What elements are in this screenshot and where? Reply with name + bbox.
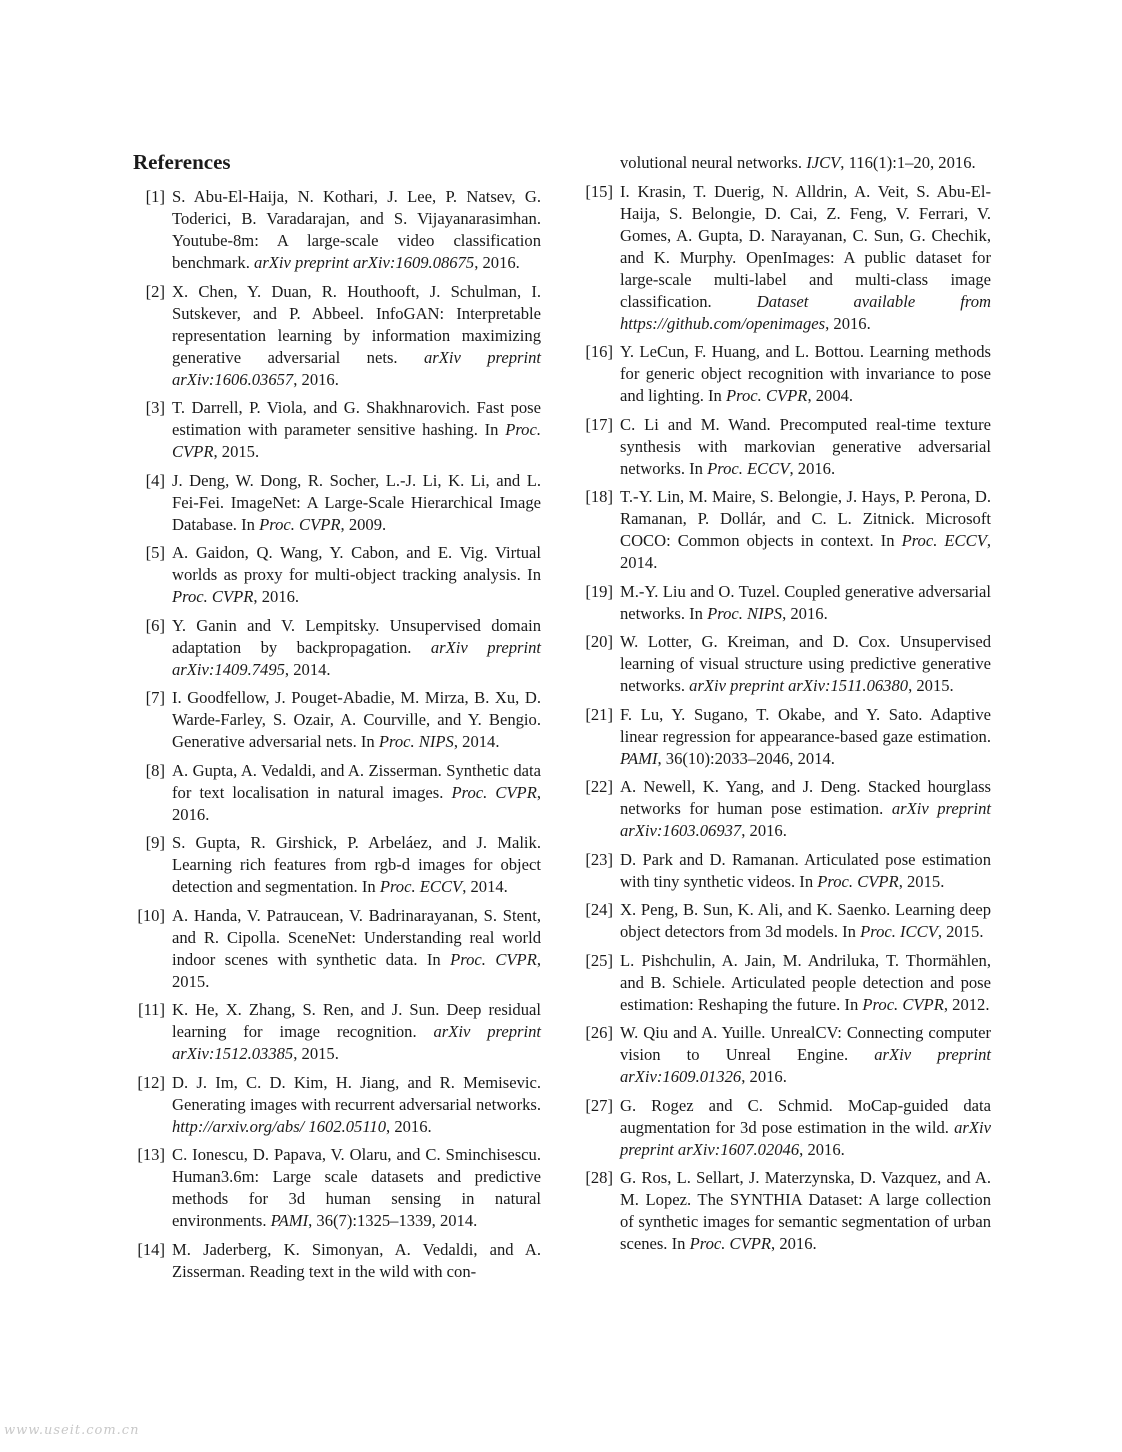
- reference-authors-title: A. Gupta, A. Vedaldi, and A. Zisserman. Synthetic data for text localisation in natural images.: [172, 760, 541, 802]
- watermark: www.useit.com.cn: [4, 1423, 140, 1438]
- reference-number: [1]: [145, 187, 165, 206]
- reference-venue: Proc. NIPS: [707, 603, 783, 623]
- reference-authors-title: M.-Y. Liu and O. Tuzel. Coupled generative adversarial networks. In: [620, 581, 991, 623]
- reference-venue: Proc. CVPR: [451, 782, 537, 802]
- reference-venue: Proc. CVPR: [689, 1234, 772, 1253]
- reference-continuation: [581, 152, 991, 174]
- reference-entry: [133, 999, 541, 1065]
- reference-text: [172, 281, 541, 391]
- reference-venue: arXiv preprint arXiv:1512.03385: [172, 1022, 541, 1063]
- reference-number: [17]: [585, 414, 613, 434]
- reference-venue: arXiv preprint arXiv:1511.06380: [689, 676, 909, 695]
- left-reference-list: [133, 186, 541, 1283]
- reference-venue: arXiv preprint arXiv:1409.7495: [172, 637, 541, 679]
- reference-venue: Proc. NIPS: [378, 732, 454, 751]
- reference-entry: [581, 631, 991, 697]
- reference-entry: [133, 470, 541, 536]
- reference-text: [620, 581, 991, 625]
- reference-venue: PAMI: [270, 1211, 309, 1230]
- reference-entry: [133, 687, 541, 753]
- continuation-text: volutional neural networks.: [620, 153, 803, 172]
- reference-entry: [581, 341, 991, 407]
- reference-entry: [581, 181, 991, 335]
- reference-authors-title: Y. Ganin and V. Lempitsky. Unsupervised domain adaptation by backpropagation.: [172, 615, 541, 657]
- reference-text: [172, 905, 541, 993]
- reference-tail: , 2016.: [789, 458, 836, 478]
- reference-authors-title: S. Abu-El-Haija, N. Kothari, J. Lee, P. Natsev, G. Toderici, B. Varadarajan, and S. Vijayanarasimhan. Youtube-8m: A large-scale video classification benchmark.: [172, 187, 541, 272]
- reference-authors-title: J. Deng, W. Dong, R. Socher, L.-J. Li, K. Li, and L. Fei-Fei. ImageNet: A Large-Scale Hierarchical Image Database. In: [172, 470, 541, 534]
- reference-authors-title: I. Goodfellow, J. Pouget-Abadie, M. Mirza, B. Xu, D. Warde-Farley, S. Ozair, A. Courville, and Y. Bengio. Generative adversarial nets. In: [172, 688, 541, 751]
- reference-number: [25]: [585, 950, 613, 970]
- reference-authors-title: D. Park and D. Ramanan. Articulated pose estimation with tiny synthetic videos. In: [620, 849, 991, 891]
- reference-text: [620, 341, 991, 407]
- reference-text: [620, 704, 991, 770]
- reference-entry: [581, 486, 991, 574]
- reference-entry: [133, 760, 541, 826]
- reference-text: [172, 1239, 541, 1283]
- reference-tail: , 2016.: [825, 313, 871, 333]
- reference-venue: Proc. CVPR: [172, 420, 541, 461]
- reference-tail: , 2016.: [741, 1067, 787, 1086]
- reference-authors-title: X. Chen, Y. Duan, R. Houthooft, J. Schulman, I. Sutskever, and P. Abbeel. InfoGAN: Interpretable representation learning by information maximizing generative adversarial nets.: [172, 281, 541, 367]
- reference-authors-title: M. Jaderberg, K. Simonyan, A. Vedaldi, and A. Zisserman. Reading text in the wild with con-: [172, 1239, 541, 1281]
- reference-entry: [581, 1095, 991, 1161]
- reference-entry: [133, 1072, 541, 1138]
- reference-venue: Proc. ECCV: [707, 458, 790, 478]
- reference-text: [620, 776, 991, 842]
- reference-venue: Proc. CVPR: [817, 871, 899, 891]
- reference-text: [620, 1095, 991, 1161]
- reference-number: [13]: [137, 1145, 165, 1164]
- reference-venue: Proc. CVPR: [259, 514, 341, 534]
- reference-number: [18]: [585, 487, 613, 506]
- reference-venue: Proc. ICCV: [860, 922, 938, 941]
- reference-number: [9]: [145, 833, 165, 852]
- reference-tail: , 2016.: [771, 1234, 817, 1253]
- reference-text: [620, 181, 991, 335]
- reference-number: [6]: [145, 615, 165, 635]
- reference-tail: , 2015.: [172, 949, 541, 991]
- reference-venue: arXiv preprint arXiv:1609.01326: [620, 1045, 992, 1086]
- reference-entry: [133, 905, 541, 993]
- reference-text: [172, 397, 541, 463]
- reference-text: [620, 1167, 991, 1255]
- reference-tail: , 2012.: [943, 994, 990, 1014]
- reference-authors-title: C. Ionescu, D. Papava, V. Olaru, and C. Sminchisescu. Human3.6m: Large scale datasets and predictive methods for 3d human sensing in natural environments.: [172, 1145, 541, 1230]
- reference-tail: , 2009.: [340, 514, 387, 534]
- reference-number: [3]: [145, 398, 165, 417]
- reference-venue: Proc. ECCV: [379, 877, 463, 896]
- reference-text: [172, 1144, 541, 1232]
- reference-entry: [581, 414, 991, 480]
- reference-entry: [133, 1144, 541, 1232]
- reference-text: [620, 414, 991, 480]
- reference-authors-title: T. Darrell, P. Viola, and G. Shakhnarovich. Fast pose estimation with parameter sensitive hashing. In: [172, 398, 541, 439]
- reference-venue: Proc. CVPR: [862, 994, 944, 1014]
- reference-text: [620, 950, 991, 1016]
- reference-number: [19]: [585, 581, 613, 601]
- reference-tail: , 2004.: [807, 386, 854, 405]
- reference-authors-title: T.-Y. Lin, M. Maire, S. Belongie, J. Hays, P. Perona, D. Ramanan, P. Dollár, and C. L. Zitnick. Microsoft COCO: Common objects in context. In: [620, 487, 991, 550]
- left-column: [133, 148, 541, 1289]
- reference-number: [8]: [145, 760, 165, 780]
- reference-venue: Proc. CVPR: [726, 386, 808, 405]
- continuation-tail: , 116(1):1–20, 2016.: [840, 153, 976, 172]
- reference-number: [20]: [585, 632, 613, 651]
- reference-text: [172, 186, 541, 274]
- right-column: [581, 152, 991, 1262]
- reference-number: [11]: [137, 1000, 165, 1019]
- reference-authors-title: C. Li and M. Wand. Precomputed real-time texture synthesis with markovian generative adversarial networks. In: [620, 414, 991, 478]
- continuation-venue: IJCV: [806, 153, 841, 172]
- reference-tail: , 36(7):1325–1339, 2014.: [308, 1211, 478, 1230]
- reference-text: [172, 760, 541, 826]
- reference-tail: , 2015.: [898, 871, 945, 891]
- reference-entry: [133, 615, 541, 681]
- reference-number: [22]: [585, 777, 613, 796]
- reference-authors-title: G. Rogez and C. Schmid. MoCap-guided data augmentation for 3d pose estimation in the wild.: [620, 1095, 991, 1137]
- reference-number: [7]: [145, 688, 165, 707]
- reference-number: [28]: [585, 1168, 613, 1187]
- reference-tail: , 2016.: [172, 782, 541, 824]
- reference-text: [172, 470, 541, 536]
- reference-number: [5]: [145, 543, 165, 562]
- reference-tail: , 2015.: [213, 442, 260, 461]
- reference-text: [172, 999, 541, 1065]
- reference-entry: [581, 950, 991, 1016]
- reference-number: [24]: [585, 900, 613, 919]
- reference-venue: arXiv preprint arXiv:1609.08675: [254, 253, 475, 272]
- reference-venue: Dataset available from https://github.com/openimages: [620, 291, 991, 333]
- reference-entry: [581, 1167, 991, 1255]
- reference-tail: , 2015.: [293, 1044, 339, 1063]
- reference-number: [14]: [137, 1239, 165, 1259]
- reference-authors-title: G. Ros, L. Sellart, J. Materzynska, D. Vazquez, and A. M. Lopez. The SYNTHIA Dataset: A large collection of synthetic images for semantic segmentation of urban scenes. In: [620, 1168, 991, 1253]
- reference-tail: , 2016.: [253, 587, 300, 606]
- reference-text: [620, 899, 991, 943]
- reference-entry: [133, 397, 541, 463]
- reference-entry: [133, 832, 541, 898]
- reference-authors-title: A. Handa, V. Patraucean, V. Badrinarayanan, S. Stent, and R. Cipolla. SceneNet: Understanding real world indoor scenes with synthetic data. In: [172, 905, 541, 969]
- reference-authors-title: D. J. Im, C. D. Kim, H. Jiang, and R. Memisevic. Generating images with recurrent adversarial networks.: [172, 1072, 541, 1114]
- reference-venue: PAMI: [620, 748, 658, 768]
- reference-authors-title: S. Gupta, R. Girshick, P. Arbeláez, and J. Malik. Learning rich features from rgb-d images for object detection and segmentation. In: [172, 833, 541, 896]
- reference-text: [620, 486, 991, 574]
- reference-authors-title: W. Qiu and A. Yuille. UnrealCV: Connecting computer vision to Unreal Engine.: [620, 1023, 991, 1064]
- reference-authors-title: Y. LeCun, F. Huang, and L. Bottou. Learning methods for generic object recognition with invariance to pose and lighting. In: [620, 342, 991, 405]
- reference-tail: , 36(10):2033–2046, 2014.: [657, 748, 835, 768]
- reference-text: [172, 615, 541, 681]
- reference-authors-title: L. Pishchulin, A. Jain, M. Andriluka, T. Thormählen, and B. Schiele. Articulated people detection and pose estimation: Reshaping the future. In: [620, 950, 991, 1014]
- reference-authors-title: A. Gaidon, Q. Wang, Y. Cabon, and E. Vig. Virtual worlds as proxy for multi-object tracking analysis. In: [172, 543, 541, 584]
- reference-tail: , 2014.: [453, 732, 500, 751]
- reference-text: [172, 542, 541, 608]
- reference-tail: , 2014.: [284, 659, 331, 679]
- reference-venue: Proc. ECCV: [901, 531, 987, 550]
- reference-text: [172, 832, 541, 898]
- reference-entry: [581, 704, 991, 770]
- reference-number: [4]: [145, 470, 165, 490]
- reference-entry: [133, 186, 541, 274]
- right-reference-list: [581, 181, 991, 1256]
- reference-tail: , 2015.: [937, 922, 984, 941]
- reference-text: [620, 849, 991, 893]
- reference-authors-title: K. He, X. Zhang, S. Ren, and J. Sun. Deep residual learning for image recognition.: [172, 1000, 541, 1041]
- reference-number: [15]: [585, 181, 613, 201]
- reference-venue: arXiv preprint arXiv:1603.06937: [620, 799, 992, 840]
- reference-entry: [133, 1239, 541, 1283]
- reference-venue: Proc. CVPR: [172, 587, 254, 606]
- reference-text: [620, 1022, 991, 1088]
- reference-tail: , 2016.: [741, 821, 787, 840]
- reference-venue: http://arxiv.org/abs/ 1602.05110: [172, 1116, 387, 1136]
- reference-authors-title: X. Peng, B. Sun, K. Ali, and K. Saenko. Learning deep object detectors from 3d models. In: [620, 900, 991, 941]
- reference-text: [172, 687, 541, 753]
- reference-number: [27]: [585, 1095, 613, 1115]
- reference-venue: arXiv preprint arXiv:1606.03657: [172, 347, 542, 389]
- reference-number: [12]: [137, 1072, 165, 1092]
- reference-authors-title: F. Lu, Y. Sugano, T. Okabe, and Y. Sato. Adaptive linear regression for appearance-based gaze estimation.: [620, 704, 991, 746]
- reference-tail: , 2016.: [799, 1139, 845, 1159]
- reference-text: [172, 1072, 541, 1138]
- reference-tail: , 2016.: [386, 1116, 432, 1136]
- reference-venue: arXiv preprint arXiv:1607.02046: [620, 1117, 991, 1159]
- reference-tail: , 2016.: [474, 253, 520, 272]
- reference-number: [26]: [585, 1023, 613, 1042]
- reference-number: [10]: [137, 905, 165, 925]
- reference-entry: [581, 581, 991, 625]
- reference-authors-title: W. Lotter, G. Kreiman, and D. Cox. Unsupervised learning of visual structure using predictive generative networks.: [620, 632, 991, 695]
- reference-number: [23]: [585, 849, 613, 869]
- reference-text: [620, 631, 991, 697]
- reference-authors-title: I. Krasin, T. Duerig, N. Alldrin, A. Veit, S. Abu-El-Haija, S. Belongie, D. Cai, Z. Feng, V. Ferrari, V. Gomes, A. Gupta, D. Narayanan, C. Sun, G. Chechik, and K. Murphy. OpenImages: A public dataset for large-scale multi-label and multi-class image classification.: [620, 181, 991, 311]
- reference-entry: [581, 899, 991, 943]
- reference-entry: [581, 1022, 991, 1088]
- reference-number: [16]: [585, 342, 613, 361]
- reference-tail: , 2014.: [462, 877, 508, 896]
- reference-number: [21]: [585, 704, 613, 724]
- reference-number: [2]: [145, 281, 165, 301]
- reference-tail: , 2015.: [908, 676, 954, 695]
- reference-tail: , 2014.: [620, 531, 991, 572]
- reference-authors-title: A. Newell, K. Yang, and J. Deng. Stacked hourglass networks for human pose estimation.: [620, 777, 991, 818]
- reference-entry: [133, 542, 541, 608]
- reference-venue: Proc. CVPR: [450, 949, 537, 969]
- references-heading: References: [133, 150, 231, 174]
- reference-tail: , 2016.: [782, 603, 828, 623]
- reference-entry: [581, 776, 991, 842]
- reference-tail: , 2016.: [293, 369, 339, 389]
- reference-entry: [133, 281, 541, 391]
- reference-entry: [581, 849, 991, 893]
